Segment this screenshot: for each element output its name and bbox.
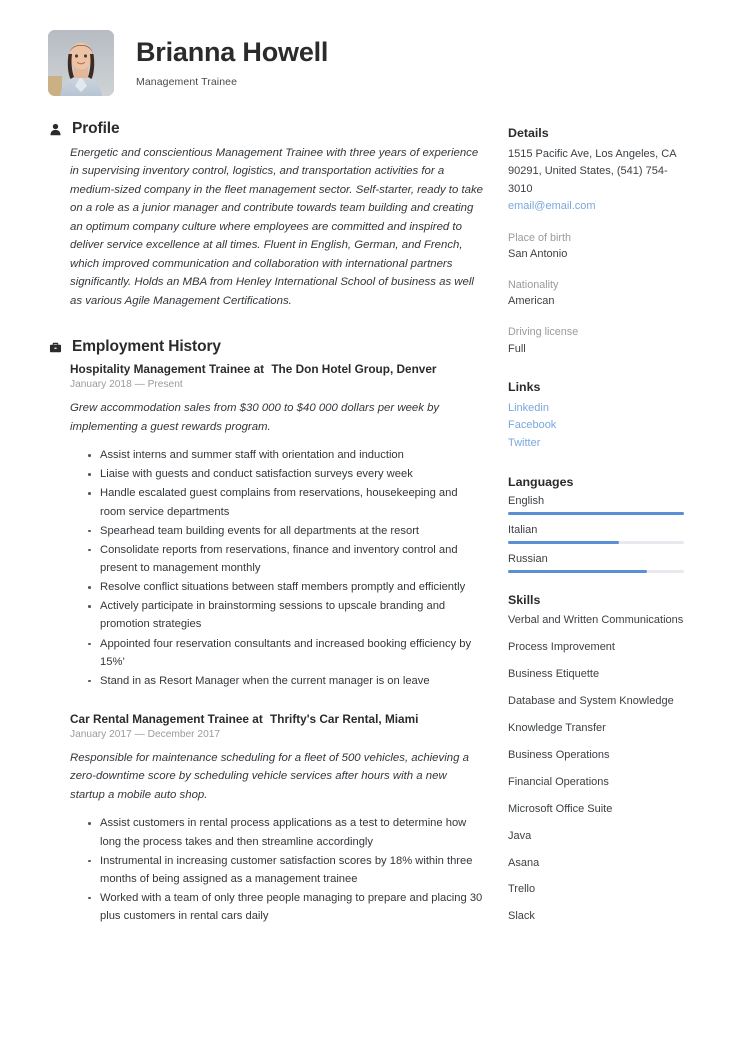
detail-value: San Antonio: [508, 248, 568, 261]
job-at-word: at: [252, 711, 263, 726]
languages-block: [508, 475, 684, 573]
link-twitter[interactable]: Twitter: [508, 437, 541, 450]
skill-item: Trello: [508, 883, 536, 896]
language-item: [508, 495, 684, 515]
language-item: [508, 553, 684, 573]
detail-label: Place of birth: [508, 231, 572, 244]
job-heading: [70, 362, 484, 376]
job-heading: [70, 712, 484, 726]
profile-section-header: [48, 120, 484, 138]
person-icon: [48, 122, 63, 137]
candidate-job-title: Management Trainee: [136, 75, 238, 88]
skills-block: [508, 593, 684, 925]
skill-item: Business Operations: [508, 748, 610, 761]
job-bullet-list: [70, 446, 484, 690]
resume-header: [48, 30, 328, 96]
language-name: Italian: [508, 524, 538, 537]
language-name: English: [508, 495, 545, 508]
language-level-track: [508, 541, 684, 544]
avatar: [48, 30, 114, 96]
job-bullet: Consolidate reports from reservations, finance and inventory control and present to management monthly: [88, 541, 484, 577]
detail-label: Nationality: [508, 279, 559, 292]
detail-field: [508, 324, 684, 357]
job-bullet: Instrumental in increasing customer satisfaction scores by 18% within three months of being assigned as a management trainee: [88, 852, 484, 888]
skill-item: Business Etiquette: [508, 667, 600, 680]
job-bullet: Assist interns and summer staff with orientation and induction: [88, 446, 484, 464]
skill-item: Financial Operations: [508, 775, 609, 788]
job-summary: Responsible for maintenance scheduling for a fleet of 500 vehicles, achieving a zero-downtime score by scheduling vehicle services after hours with a new startup a mobile auto shop.: [70, 751, 469, 801]
skill-item: Knowledge Transfer: [508, 721, 606, 734]
job-role: Car Rental Management Trainee: [70, 711, 249, 726]
links-title: Links: [508, 379, 541, 394]
job-bullet: Resolve conflict situations between staff members promptly and efficiently: [88, 578, 484, 596]
language-level-fill: [508, 570, 647, 573]
job-bullet: Worked with a team of only three people managing to prepare and placing 30 plus customers in rental cars daily: [88, 889, 484, 925]
job-company: Thrifty's Car Rental, Miami: [270, 711, 419, 726]
job-company: The Don Hotel Group, Denver: [271, 362, 437, 377]
address-text: 1515 Pacific Ave, Los Angeles, CA 90291, United States, (541) 754-3010: [508, 148, 676, 195]
job-bullet: Stand in as Resort Manager when the current manager is on leave: [88, 672, 484, 690]
candidate-name: Brianna Howell: [136, 37, 329, 68]
skill-item: Asana: [508, 856, 540, 869]
job-role: Hospitality Management Trainee: [70, 362, 251, 377]
header-text: [136, 38, 328, 88]
detail-field: [508, 230, 684, 263]
details-title: Details: [508, 126, 549, 140]
employment-section-title: Employment History: [72, 338, 221, 356]
profile-section: [48, 120, 484, 310]
job-bullet: Spearhead team building events for all departments at the resort: [88, 522, 484, 540]
skill-item: Microsoft Office Suite: [508, 802, 613, 815]
employment-section-header: [48, 338, 484, 356]
link-linkedin[interactable]: Linkedin: [508, 401, 549, 414]
skill-item: Database and System Knowledge: [508, 694, 674, 707]
skill-item: Process Improvement: [508, 641, 615, 654]
job-bullet-list: [70, 814, 484, 925]
portrait-photo-icon: [48, 30, 114, 96]
job-summary: Grew accommodation sales from $30 000 to $40 000 dollars per week by implementing a guest rewards program.: [70, 402, 440, 433]
details-block: [508, 126, 684, 358]
job-bullet: Liaise with guests and conduct satisfaction surveys every week: [88, 465, 484, 483]
employment-section: [48, 338, 484, 925]
link-facebook[interactable]: Facebook: [508, 419, 557, 432]
briefcase-icon: [48, 340, 63, 355]
job-bullet: Handle escalated guest complains from reservations, housekeeping and room service departments: [88, 484, 484, 520]
profile-section-title: Profile: [72, 120, 120, 137]
job-at-word: at: [253, 362, 265, 377]
profile-summary-text: Energetic and conscientious Management Trainee with three years of experience in supervising inventory control, logistics, and transportation activities for a medium-sized company in the fleet management sector. Self-starter, ready to take on a role as a junior manager and contribute towards team building and creating an optimum company culture where employees are committed and inspired to deliver service excellence at all times. Fluent in English, German, and French, which improved communication and collaboration with international partners significantly. Holds an MBA from Henley International School of business as well as various Agile Management Certifications.: [70, 147, 483, 307]
language-item: [508, 524, 684, 544]
language-level-fill: [508, 541, 619, 544]
language-level-track: [508, 570, 684, 573]
language-name: Russian: [508, 553, 548, 566]
language-level-fill: [508, 512, 684, 515]
job-dates: January 2018 — Present: [70, 379, 183, 391]
job-entry: [70, 712, 484, 925]
language-level-track: [508, 512, 684, 515]
job-entry: [70, 362, 484, 690]
links-block: [508, 380, 684, 453]
skill-item: Verbal and Written Communications: [508, 614, 684, 627]
skill-item: Java: [508, 829, 532, 842]
skill-item: Slack: [508, 910, 535, 923]
detail-label: Driving license: [508, 326, 579, 339]
job-bullet: Appointed four reservation consultants and increased booking efficiency by 15%’: [88, 635, 484, 671]
job-bullet: Assist customers in rental process applications as a test to determine how long the process takes and then streamline accordingly: [88, 814, 484, 850]
email-link[interactable]: email@email.com: [508, 200, 596, 213]
main-column: [48, 120, 484, 926]
job-dates: January 2017 — December 2017: [70, 728, 221, 740]
skills-title: Skills: [508, 593, 541, 608]
job-bullet: Actively participate in brainstorming sessions to upscale branding and promotion strategies: [88, 597, 484, 633]
sidebar: [508, 126, 684, 936]
detail-value: American: [508, 295, 555, 308]
detail-value: Full: [508, 342, 526, 355]
languages-title: Languages: [508, 475, 574, 490]
detail-field: [508, 277, 684, 310]
